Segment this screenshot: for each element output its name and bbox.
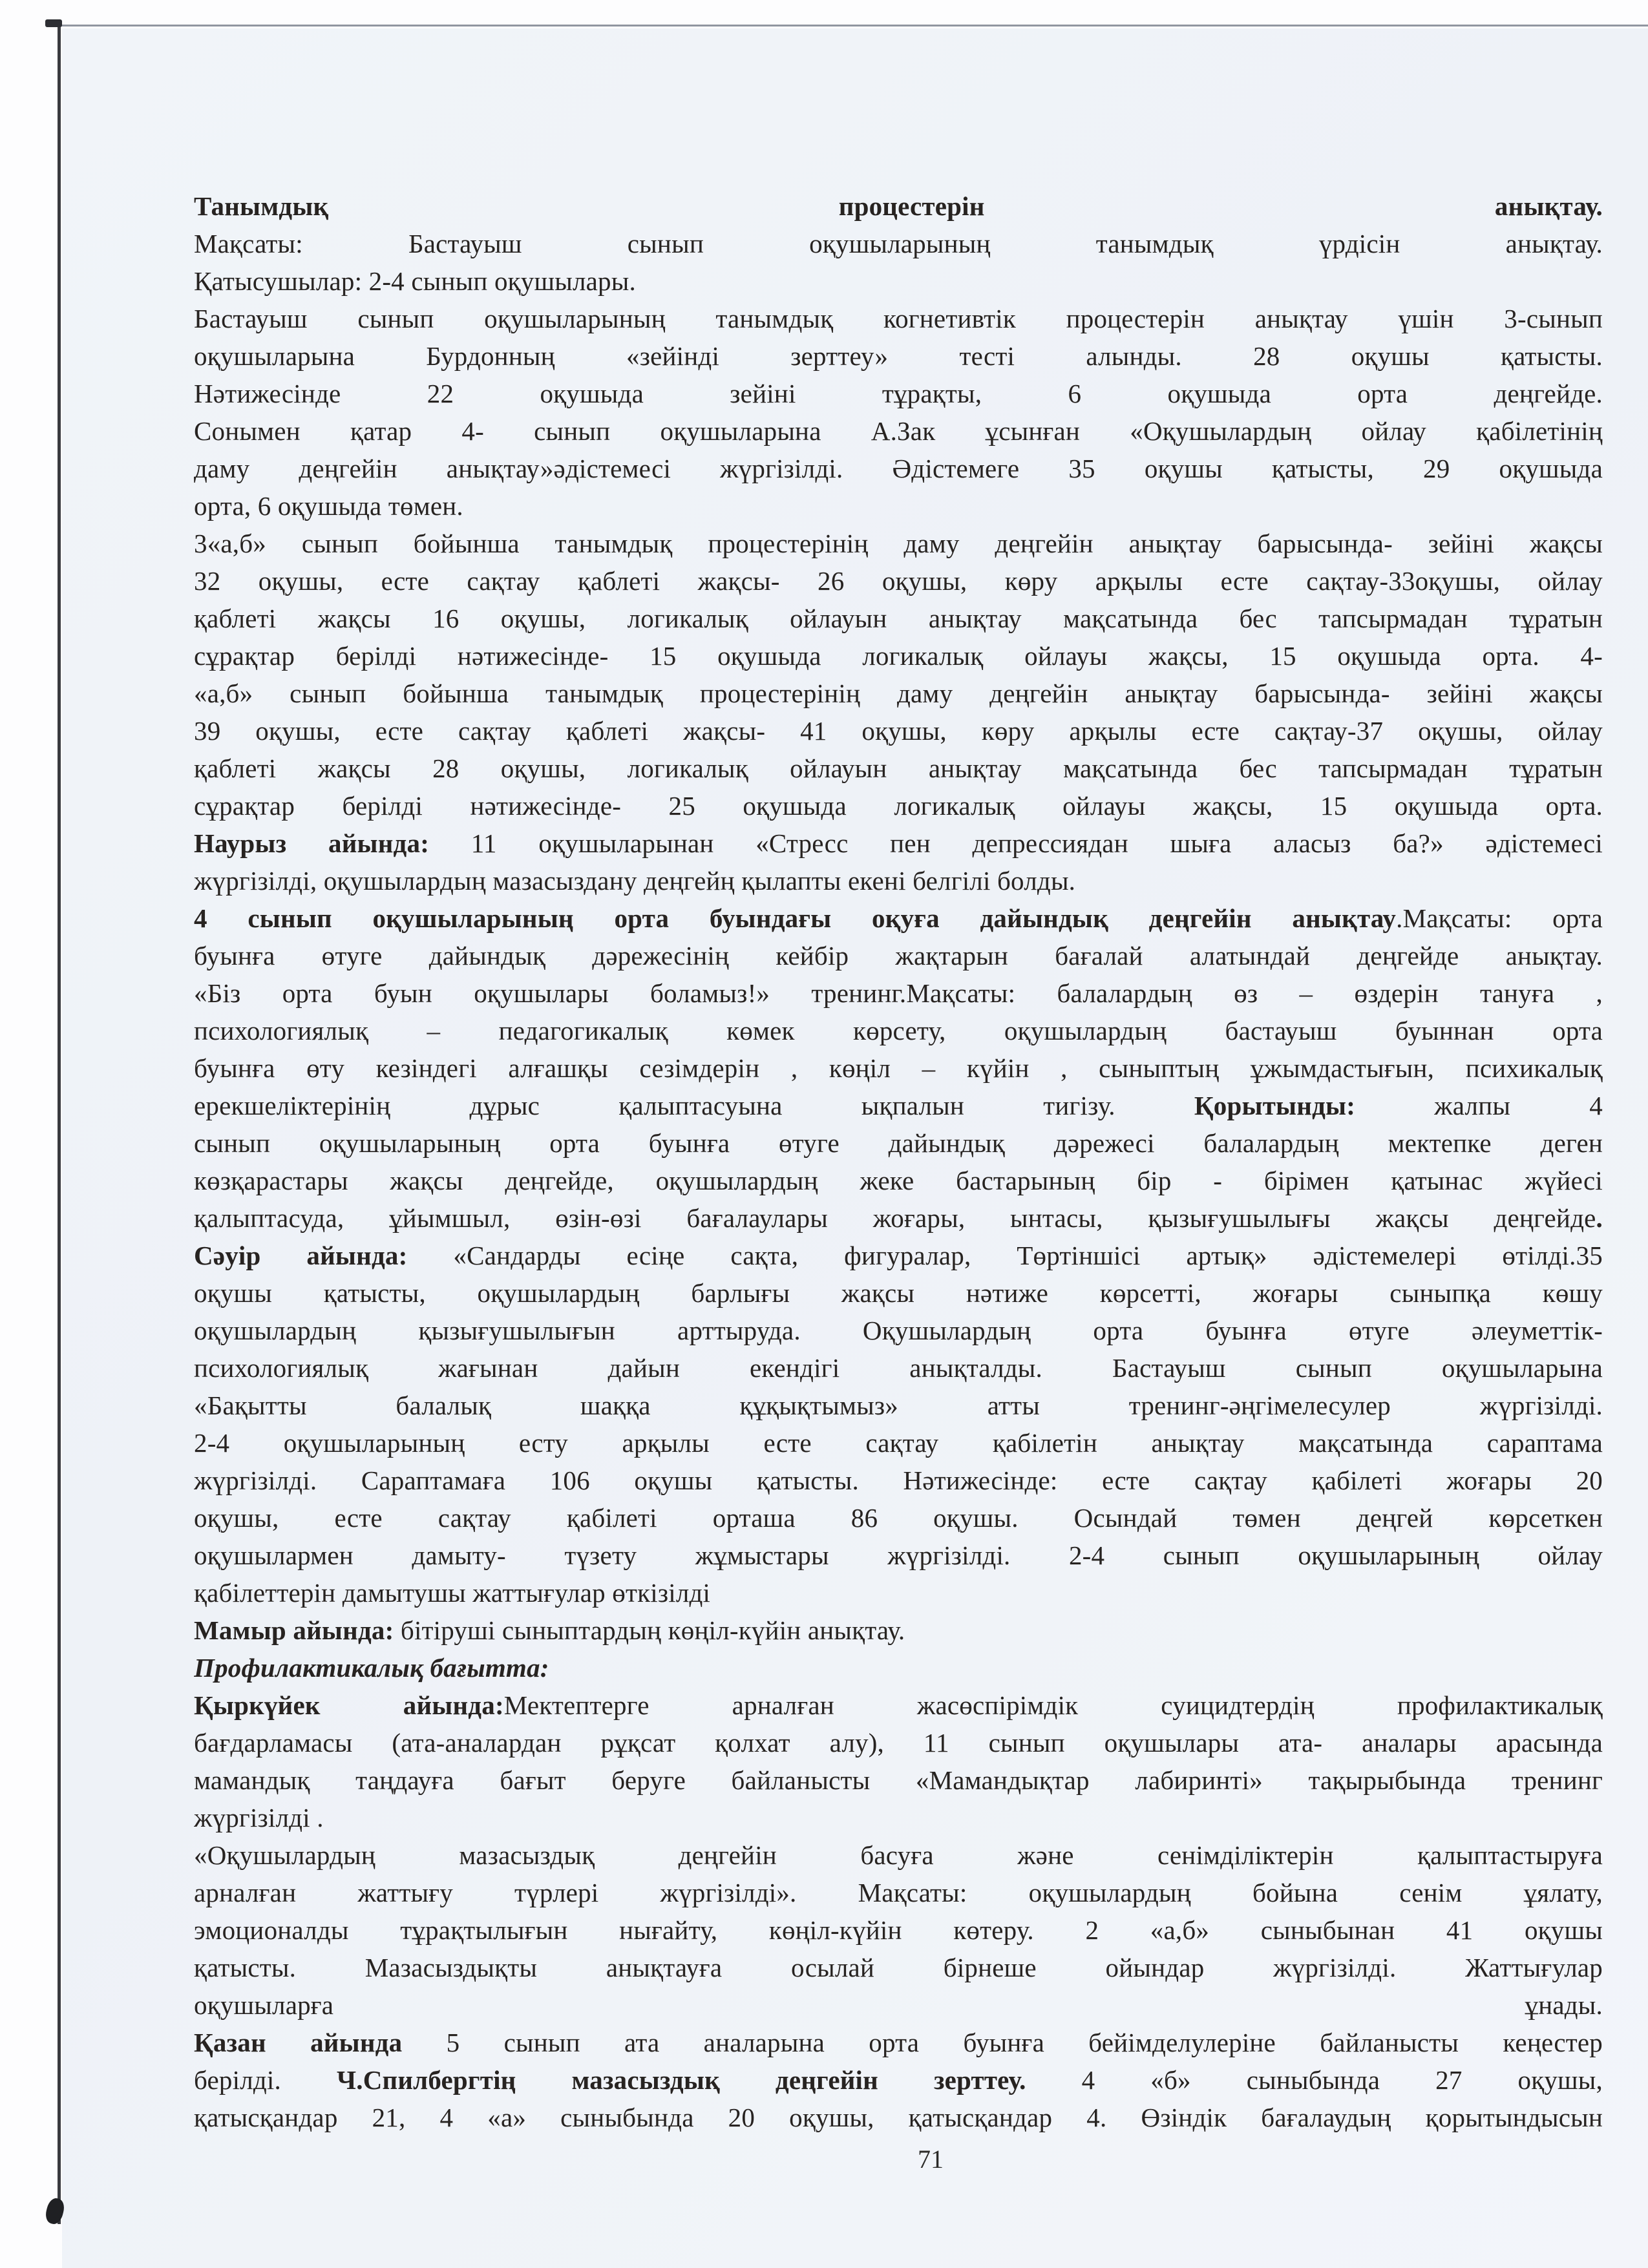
text-run: оқушылармен дамыту- түзету жұмыстары жүргізілді. 2-4 сынып оқушыларының ойлау (194, 1540, 1603, 1570)
text-run: оқушы, есте сақтау қабілеті орташа 86 оқушы. Осындай төмен деңгей көрсеткен (194, 1503, 1603, 1533)
text-run: 4 «б» сыныбында 27 оқушы, (1026, 2065, 1603, 2095)
text-run: «Бақытты балалық шаққа құқықтымыз» атты тренинг-әңгімелесулер жүргізілді. (194, 1391, 1603, 1420)
text-run: 11 оқушыларынан «Стресс пен депрессиядан шыға аласыз ба?» әдістемесі (429, 828, 1603, 858)
text-run: Мамыр айында: (194, 1615, 394, 1645)
text-line (194, 1312, 1603, 1349)
text-run: сынып оқушыларының орта буынға өтуге дайындық дәрежесі балалардың мектепке деген (194, 1128, 1603, 1158)
text-line (194, 1686, 1603, 1724)
text-run: қалыптасуда, ұйымшыл, өзін-өзі бағалаулары жоғары, ынтасы, қызығушылығы жақсы деңгейде (194, 1203, 1596, 1233)
text-run: Наурыз айында: (194, 828, 430, 858)
text-run: «Біз орта буын оқушылары боламыз!» тренинг.Мақсаты: балалардың өз – өздерін тануға , (194, 978, 1603, 1008)
text-run: арналған жаттығу түрлері жүргізілді». Мақсаты: оқушылардың бойына сенім ұялату, (194, 1878, 1603, 1907)
scan-edge-left (58, 22, 61, 2224)
text-run: 32 оқушы, есте сақтау қаблеті жақсы- 26 оқушы, көру арқылы есте сақтау-33оқушы, ойлау (194, 566, 1603, 596)
text-line (194, 787, 1603, 824)
text-run: Қазан айында (194, 2028, 403, 2057)
text-line (194, 1349, 1603, 1387)
scan-artifact-top-left (45, 19, 62, 27)
text-run: қатысқандар 21, 4 «а» сыныбында 20 оқушы, қатысқандар 4. Өзіндік бағалаудың қорытындысын (194, 2103, 1603, 2132)
text-line (194, 450, 1603, 487)
text-run: 3«а,б» сынып бойынша танымдық процестерінің даму деңгейін анықтау барысында- зейіні жақсы (194, 529, 1603, 558)
text-line (194, 1499, 1603, 1537)
text-line (194, 862, 1603, 899)
text-line (194, 375, 1603, 412)
text-line (194, 1012, 1603, 1049)
text-line (194, 937, 1603, 974)
text-run: қаблеті жақсы 28 оқушы, логикалық ойлауын анықтау мақсатында бес тапсырмадан тұратын (194, 753, 1603, 783)
scan-edge-top (58, 25, 1648, 26)
text-run: 4 сынып оқушыларының орта буындағы оқуға дайындық деңгейін анықтау (194, 903, 1397, 933)
text-line (194, 1162, 1603, 1199)
text-run: . (1596, 1203, 1603, 1233)
text-run: Сәуір айында: (194, 1241, 408, 1270)
text-line (194, 525, 1603, 562)
text-line (194, 1124, 1603, 1162)
text-line (194, 974, 1603, 1012)
text-line (194, 1049, 1603, 1087)
text-run: жүргізілді. Сараптамаға 106 оқушы қатысты. Нәтижесінде: есте сақтау қабілеті жоғары 20 (194, 1465, 1603, 1495)
text-run: .Мақсаты: орта (1396, 903, 1603, 933)
text-run: 2-4 оқушыларының есту арқылы есте сақтау қабілетін анықтау мақсатында сараптама (194, 1428, 1603, 1458)
text-run: берілді. (194, 2065, 337, 2095)
text-run: Қыркүйек айында: (194, 1690, 504, 1720)
text-run: жүргізілді, оқушылардың мазасыздану деңгейң қылапты екені белгілі болды. (194, 866, 1076, 896)
text-line (194, 1874, 1603, 1911)
text-line (194, 899, 1603, 937)
text-run: 39 оқушы, есте сақтау қаблеті жақсы- 41 оқушы, көру арқылы есте сақтау-37 оқушы, ойлау (194, 716, 1603, 746)
text-line (194, 637, 1603, 675)
text-run: Бастауыш сынып оқушыларының танымдық когнетивтік процестерін анықтау үшін 3-сынып (194, 304, 1603, 333)
text-run: сұрақтар берілді нәтижесінде- 25 оқушыда логикалық ойлауы жақсы, 15 оқушыда орта. (194, 791, 1603, 821)
text-run: психологиялық – педагогикалық көмек көрсету, оқушылардың бастауыш буыннан орта (194, 1016, 1603, 1045)
text-run: даму деңгейін анықтау»әдістемесі жүргізілді. Әдістемеге 35 оқушы қатысты, 29 оқушыда (194, 454, 1603, 483)
text-line (194, 1612, 1603, 1649)
text-line (194, 1537, 1603, 1574)
text-run: Сонымен қатар 4- сынып оқушыларына А.Зак ұсынған «Оқушылардың ойлау қабілетінің (194, 416, 1603, 446)
text-run: оқушыларына Бурдонның «зейінді зерттеу» тесті алынды. 28 оқушы қатысты. (194, 341, 1603, 371)
text-line (194, 337, 1603, 375)
text-run: жалпы 4 (1355, 1091, 1603, 1120)
text-run: Мақсаты: Бастауыш сынып оқушыларының танымдық үрдісін анықтау. (194, 229, 1603, 258)
text-run: қатысты. Мазасыздықты анықтауға осылай бірнеше ойындар жүргізілді. Жаттығулар (194, 1953, 1603, 1982)
text-line (194, 1237, 1603, 1274)
text-run: Ч.Спилбергтің мазасыздық деңгейін зерттеу. (336, 2065, 1026, 2095)
text-line (194, 750, 1603, 787)
text-run: Профилактикалық бағытта: (194, 1653, 549, 1683)
text-run: оқушылардың қызығушылығын арттыруда. Оқушылардың орта буынға өтуге әлеуметтік- (194, 1316, 1603, 1345)
text-run: көзқарастары жақсы деңгейде, оқушылардың жеке бастарының бір - бірімен қатынас жүйесі (194, 1166, 1603, 1195)
text-run: қабілеттерін дамытушы жаттығулар өткізілді (194, 1578, 711, 1608)
text-line (194, 1799, 1603, 1836)
document-text (194, 187, 1603, 2136)
text-run: оқушы қатысты, оқушылардың барлығы жақсы нәтиже көрсетті, жоғары сыныпқа көшу (194, 1278, 1603, 1308)
text-run: «Сандарды есіңе сақта, фигуралар, Төртіншісі артық» әдістемелері өтілді.35 (407, 1241, 1603, 1270)
text-run: Нәтижесінде 22 оқушыда зейіні тұрақты, 6 оқушыда орта деңгейде. (194, 379, 1603, 408)
text-run: орта, 6 оқушыда төмен. (194, 491, 463, 521)
text-run: 5 сынып ата аналарына орта буынға бейімделулеріне байланысты кеңестер (402, 2028, 1603, 2057)
text-run: Мектептерге арналған жасөспірімдік суицидтердің профилактикалық (503, 1690, 1603, 1720)
text-line (194, 2061, 1603, 2099)
text-run: ерекшеліктерінің дұрыс қалыптасуына ықпалын тигізу. (194, 1091, 1194, 1120)
text-line (194, 1761, 1603, 1799)
text-run: буынға өту кезіндегі алғашқы сезімдерін , көңіл – күйін , сыныптың ұжымдастығын, психикалық (194, 1053, 1603, 1083)
page-number: 71 (918, 2145, 944, 2174)
text-line (194, 1387, 1603, 1424)
text-run: «Оқушылардың мазасыздық деңгейін басуға және сенімділіктерін қалыптастыруға (194, 1840, 1603, 1870)
text-run: Қатысушылар: 2-4 сынып оқушылары. (194, 266, 636, 296)
text-run: бағдарламасы (ата-аналардан рұқсат қолхат алу), 11 сынып оқушылары ата- аналары арасында (194, 1728, 1603, 1758)
text-line (194, 1836, 1603, 1874)
text-line (194, 1724, 1603, 1761)
text-run: бітіруші сыныптардың көңіл-күйін анықтау. (394, 1615, 905, 1645)
text-line (194, 2099, 1603, 2136)
text-line (194, 487, 1603, 525)
text-run: психологиялық жағынан дайын екендігі анықталды. Бастауыш сынып оқушыларына (194, 1353, 1603, 1383)
text-line (194, 1986, 1603, 2024)
text-line (194, 1574, 1603, 1612)
text-line (194, 262, 1603, 300)
text-run: эмоционалды тұрақтылығын нығайту, көңіл-күйін көтеру. 2 «а,б» сыныбынан 41 оқушы (194, 1915, 1603, 1945)
text-line (194, 1087, 1603, 1124)
text-run: сұрақтар берілді нәтижесінде- 15 оқушыда логикалық ойлауы жақсы, 15 оқушыда орта. 4- (194, 641, 1603, 671)
text-line (194, 412, 1603, 450)
text-run: Қорытынды: (1194, 1091, 1356, 1120)
text-line (194, 824, 1603, 862)
text-run: Танымдық процестерін анықтау. (194, 191, 1603, 221)
text-run: қаблеті жақсы 16 оқушы, логикалық ойлауын анықтау мақсатында бес тапсырмадан тұратын (194, 604, 1603, 633)
text-run: буынға өтуге дайындық дәрежесінің кейбір жақтарын бағалай алатындай деңгейде анықтау. (194, 941, 1603, 971)
text-line (194, 1199, 1603, 1237)
text-line (194, 712, 1603, 750)
text-line (194, 300, 1603, 337)
text-line (194, 675, 1603, 712)
text-line (194, 600, 1603, 637)
text-run: оқушыларға ұнады. (194, 1990, 1603, 2020)
text-line (194, 1649, 1603, 1686)
text-line (194, 225, 1603, 262)
text-line (194, 1424, 1603, 1462)
text-line (194, 2024, 1603, 2061)
text-run: мамандық таңдауға бағыт беруге байланысты «Мамандықтар лабиринті» тақырыбында тренинг (194, 1765, 1603, 1795)
text-run: жүргізілді . (194, 1803, 324, 1832)
text-line (194, 562, 1603, 600)
text-line (194, 1949, 1603, 1986)
text-line (194, 1911, 1603, 1949)
text-run: «а,б» сынып бойынша танымдық процестерінің даму деңгейін анықтау барысында- зейіні жақсы (194, 678, 1603, 708)
text-line (194, 1274, 1603, 1312)
text-line (194, 1462, 1603, 1499)
text-line (194, 187, 1603, 225)
